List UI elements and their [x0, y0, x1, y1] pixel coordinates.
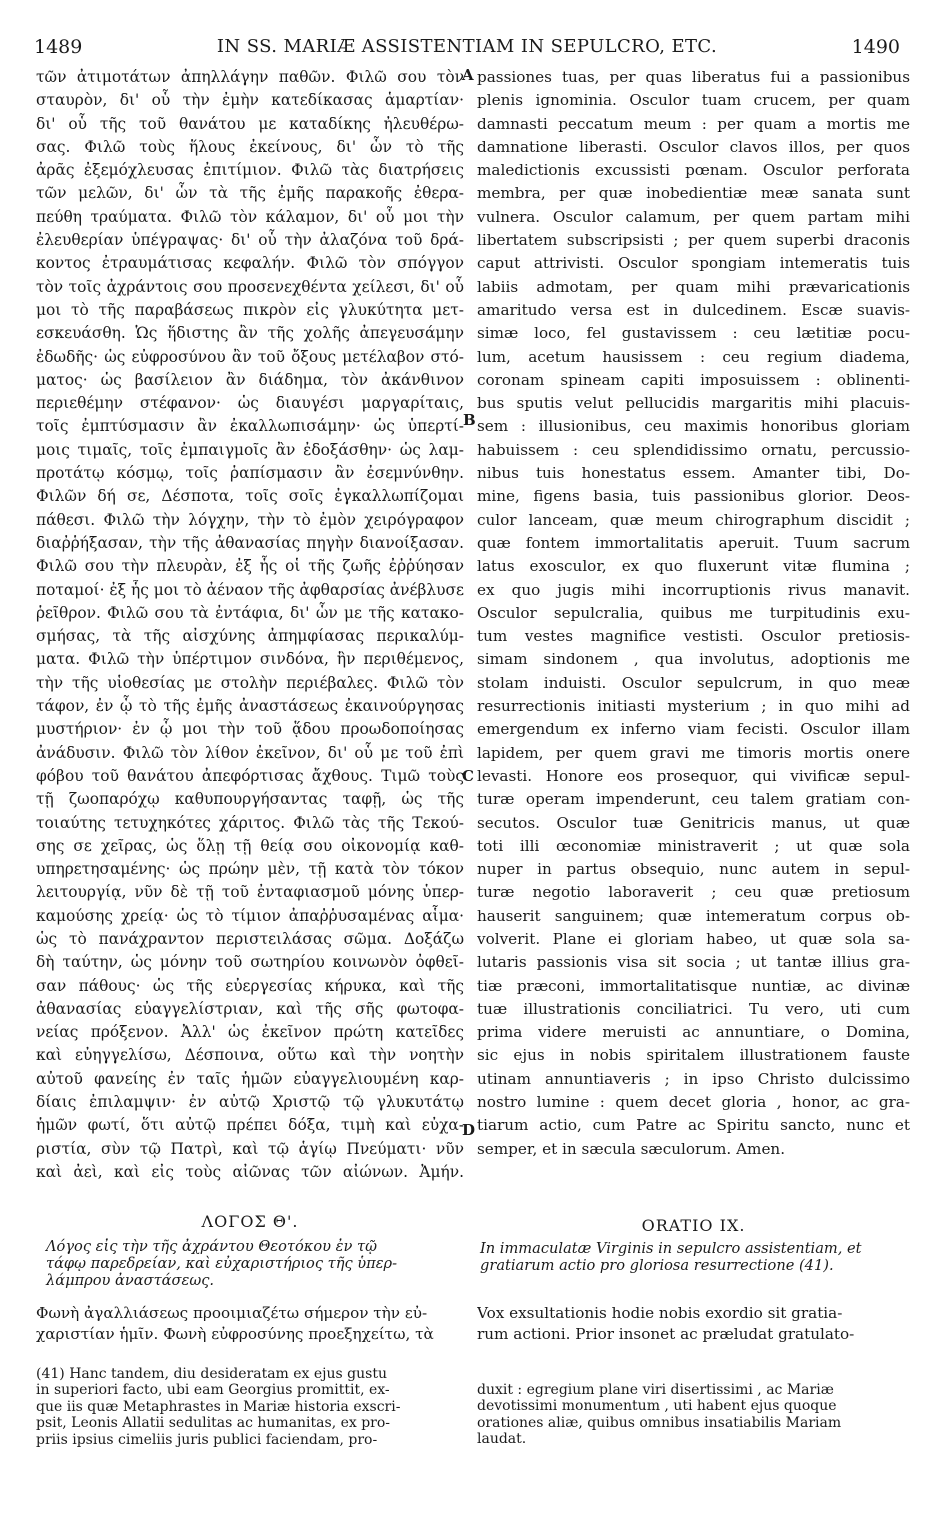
- greek-text-line: καὶ ἀεὶ, καὶ εἰς τοὺς αἰῶνας τῶν αἰώνων. Ἀμήν.: [36, 1162, 464, 1181]
- footnote-line: duxit : egregium plane viri disertissimi , ac Mariæ: [477, 1382, 834, 1398]
- latin-text-line: culor lanceam, quæ meum chirographum discidit ;: [477, 510, 910, 529]
- greek-text-line: ριστία, σὺν τῷ Πατρὶ, καὶ τῷ ἁγίῳ Πνεύματι· νῦν: [36, 1139, 464, 1158]
- latin-section-subtitle: [480, 1240, 910, 1274]
- greek-text-line: υπηρετησαμένης· ὡς πρώην μὲν, τῇ κατὰ τὸν τόκον: [36, 860, 464, 879]
- latin-text-line: toti illi œconomiæ ministraverit ; ut quæ sola: [477, 836, 910, 855]
- greek-text-line: ἐδωδῆς· ὡς εὐφροσύνου ἂν τοῦ ὄξους μετέλαβον στό-: [36, 347, 464, 366]
- latin-column: [477, 66, 910, 1161]
- greek-text-line: πάθεσι. Φιλῶ τὴν λόγχην, τὴν τὸ ἐμὸν χειρόγραφον: [36, 510, 464, 529]
- footnote-line: orationes aliæ, quibus omnibus insatiabilis Mariam: [477, 1414, 842, 1431]
- margin-marker-c: C: [462, 767, 474, 785]
- latin-text-line: damnasti peccatum meum : per quam a mortis me: [477, 114, 910, 133]
- latin-text-line: membra, per quæ inobedientiæ meæ sanata sunt: [477, 184, 910, 203]
- latin-text-line: sem : illusionibus, ceu maximis honoribus gloriam: [477, 417, 910, 436]
- latin-text-line: prima videre meruisti ac annuntiare, o Domina,: [477, 1023, 910, 1042]
- greek-text-line: δὴ ταύτην, ὡς μόνην τοῦ σωτηρίου κοινωνὸν ὀφθεῖ-: [36, 953, 464, 972]
- latin-text-line: emergendum ex inferno viam fecisti. Osculor illam: [477, 720, 910, 739]
- latin-text-line: nibus tuis honestatus essem. Amanter tibi, Do-: [477, 464, 910, 483]
- latin-text-line: simam sindonem , qua involutus, adoptionis me: [477, 650, 910, 669]
- greek-text-line: σμήσας, τὰ τῆς αἰσχύνης ἀπημφίασας περικαλύμ-: [36, 627, 464, 646]
- latin-text-line: semper, et in sæcula sæculorum. Amen.: [477, 1139, 786, 1158]
- latin-text-line: sic ejus in nobis spiritalem illustrationem fauste: [477, 1046, 910, 1065]
- latin-text-line: ex quo jugis mihi incorruptionis rivus manavit.: [477, 580, 910, 599]
- latin-text-line: habuissem : ceu splendidissimo ornatu, percussio-: [477, 440, 910, 459]
- greek-text-line: φόβου τοῦ θανάτου ἀπεφόρτισας ἄχθους. Τιμῶ τοὺς: [36, 766, 464, 785]
- footnote-line: in superiori facto, ubi eam Georgius promittit, ex-: [36, 1382, 390, 1399]
- footnote-line: laudat.: [477, 1431, 527, 1448]
- greek-text-line: σαν πάθους· ὡς τῆς εὐεργεσίας κήρυκα, καὶ τῆς: [36, 976, 464, 995]
- greek-text-line: ποταμοί· ἐξ ἧς μοι τὸ ἀέναον τῆς ἀφθαρσίας ἀνέβλυσε: [36, 580, 464, 599]
- greek-text-line: περιεθέμην στέφανον· ὡς διαυγέσι μαργαρίταις,: [36, 394, 464, 413]
- latin-text-line: tiæ præconi, immortalitatisque nuntiæ, ac divinæ: [477, 976, 910, 995]
- footnote-line: (41) Hanc tandem, diu desideratam ex ejus gustu: [36, 1366, 387, 1382]
- greek-intro-line: χαριστίαν ἡμῖν. Φωνὴ εὐφροσύνης προεξηχείτω, τὰ: [36, 1325, 434, 1343]
- latin-text-line: caput attrivisti. Osculor spongiam intemeratis tuis: [477, 254, 910, 273]
- latin-text-line: vulnera. Osculor calamum, per quem partam mihi: [477, 207, 910, 226]
- greek-text-line: τῶν μελῶν, δι' ὧν τὰ τῆς ἐμῆς παρακοῆς ἐθερα-: [36, 184, 464, 203]
- greek-text-line: τοιαύτης τετυχηκότες χάριτος. Φιλῶ τὰς τῆς Τεκού-: [36, 813, 464, 832]
- greek-text-line: δίαις ἐπιλαμψιν· ἐν αὐτῷ Χριστῷ τῷ γλυκυτάτῳ: [36, 1093, 464, 1112]
- latin-text-line: tiarum actio, cum Patre ac Spiritu sancto, nunc et: [477, 1116, 910, 1135]
- greek-section-heading: ΛΟΓΟΣ Θ'.: [201, 1212, 299, 1231]
- latin-subtitle-line: gratiarum actio pro gloriosa resurrectione (41).: [480, 1257, 834, 1274]
- footnote-line: psit, Leonis Allatii sedulitas ac humanitas, ex pro-: [36, 1415, 391, 1432]
- running-header: [34, 36, 900, 62]
- latin-text-line: tum vestes magnifice vestisti. Osculor pretiosis-: [477, 627, 910, 646]
- footnote-line: devotissimi monumentum , uti habent ejus quoque: [477, 1398, 837, 1415]
- latin-text-line: volverit. Plane ei gloriam habeo, ut quæ sola sa-: [477, 929, 910, 948]
- page-number-right: 1490: [851, 36, 900, 58]
- greek-text-line: μοι τὸ τῆς παραβάσεως πικρὸν εἰς γλυκύτητα μετ-: [36, 300, 464, 319]
- greek-column: [36, 66, 464, 1184]
- greek-text-line: σης σε χεῖρας, ὡς ὅλῃ τῇ θείᾳ σου οἰκονομίᾳ καθ-: [36, 836, 464, 855]
- latin-text-line: turæ operam impenderunt, ceu talem gratiam con-: [477, 790, 910, 809]
- latin-text-line: nostro lumine : quem decet gloria , honor, ac gra-: [477, 1093, 910, 1112]
- greek-text-line: ματα. Φιλῶ τὴν ὑπέρτιμον σινδόνα, ἣν περιθέμενος,: [36, 650, 464, 669]
- greek-text-line: καμούσης χρείᾳ· ὡς τὸ τίμιον ἀπαῤῥυσαμένας αἷμα·: [36, 906, 464, 925]
- margin-marker-a: A: [462, 66, 474, 84]
- latin-text-line: tuæ illustrationis conciliatrici. Tu vero, uti cum: [477, 999, 910, 1018]
- greek-text-line: τῶν ἀτιμοτάτων ἀπηλλάγην παθῶν. Φιλῶ σου τὸν: [36, 68, 464, 86]
- greek-text-line: ἀθανασίας εὐαγγελίστριαν, καὶ τῆς σῆς φωτοφα-: [36, 999, 464, 1018]
- greek-subtitle-line: λάμπρου ἀναστάσεως.: [46, 1272, 215, 1289]
- latin-intro-line: Vox exsultationis hodie nobis exordio sit gratia-: [477, 1304, 843, 1322]
- greek-section-subtitle: [46, 1238, 466, 1289]
- latin-text-line: amaritudo versa est in dulcedinem. Escæ suavis-: [477, 300, 910, 319]
- margin-marker-d: D: [462, 1121, 476, 1139]
- latin-text-line: nuper in partus obsequio, nunc autem in sepul-: [477, 860, 910, 879]
- latin-text-line: mine, figens basia, tuis passionibus glorior. Deos-: [477, 487, 910, 506]
- latin-text-line: plenis ignominia. Osculor tuam crucem, per quam: [477, 91, 910, 110]
- greek-text-line: τὸν τοῖς ἀχράντοις σου προσενεχθέντα χείλεσι, δι' οὗ: [36, 277, 464, 296]
- latin-text-line: libertatem subscripsisti ; per quem superbi draconis: [477, 231, 910, 250]
- greek-text-line: τάφον, ἐν ᾧ τὸ τῆς ἐμῆς ἀναστάσεως ἐκαινούργησας: [36, 697, 464, 716]
- latin-text-line: simæ loco, fel gustavissem : ceu lætitiæ pocu-: [477, 324, 910, 343]
- latin-intro-line: rum actioni. Prior insonet ac præludat gratulato-: [477, 1325, 855, 1343]
- greek-text-line: πεύθη τραύματα. Φιλῶ τὸν κάλαμον, δι' οὗ μοι τὴν: [36, 207, 464, 226]
- greek-text-line: δι' οὗ τῆς τοῦ θανάτου με καταδίκης ἠλευθέρω-: [36, 114, 464, 133]
- latin-text-line: hauserit sanguinem; quæ intemeratum corpus ob-: [477, 906, 910, 925]
- latin-text-line: latus exosculor, ex quo fluxerunt vitæ flumina ;: [477, 557, 910, 576]
- latin-text-line: levasti. Honore eos prosequor, qui vivificæ sepul-: [477, 766, 910, 785]
- greek-text-line: κοντος ἐτραυμάτισας κεφαλήν. Φιλῶ τὸν σπόγγον: [36, 254, 464, 273]
- greek-text-line: μυστήριον· ἐν ᾧ μοι τὴν τοῦ ᾅδου προωδοποίησας: [36, 720, 464, 739]
- greek-text-line: τῇ ζωοπαρόχῳ καθυπουργήσαντας ταφῇ, ὡς τῆς: [36, 790, 464, 809]
- latin-text-line: lutaris passionis visa sit socia ; ut tantæ illius gra-: [477, 953, 910, 972]
- greek-text-line: τοῖς ἐμπτύσμασιν ἂν ἐκαλλωπισάμην· ὡς ὑπερτί-: [36, 417, 464, 436]
- latin-text-line: quæ fontem immortalitatis aperuit. Tuum sacrum: [477, 533, 910, 552]
- greek-text-line: Φιλῶν δή σε, Δέσποτα, τοῖς σοῖς ἐγκαλλωπίζομαι: [36, 487, 464, 506]
- greek-text-line: εσκευάσθη. Ὡς ἥδιστης ἂν τῆς χολῆς ἀπεγευσάμην: [36, 324, 464, 343]
- greek-text-line: ἡμῶν φωτί, ὅτι αὐτῷ πρέπει δόξα, τιμὴ καὶ εὐχα-: [36, 1116, 464, 1135]
- latin-section-heading: ORATIO IX.: [641, 1216, 746, 1235]
- greek-subtitle-line: τάφῳ παρεδρείαν, καὶ εὐχαριστήριος τῆς ὑπερ-: [46, 1255, 398, 1272]
- footnote-41-right: [477, 1382, 910, 1448]
- greek-text-line: σταυρὸν, δι' οὗ τὴν ἐμὴν κατεδίκασας ἁμαρτίαν·: [36, 91, 464, 110]
- latin-subtitle-line: In immaculatæ Virginis in sepulcro assistentiam, et: [480, 1240, 862, 1257]
- greek-text-line: ματος· ὡς βασίλειον ἂν διάδημα, τὸν ἀκάνθινον: [36, 370, 464, 389]
- page-number-left: 1489: [34, 36, 83, 58]
- latin-intro-paragraph: [477, 1303, 910, 1345]
- greek-text-line: αὐτοῦ φανείης ἐν ταῖς ἡμῶν εὐαγγελιουμένη καρ-: [36, 1069, 464, 1088]
- latin-text-line: Osculor sepulcralia, quibus me turpitudinis exu-: [477, 603, 910, 622]
- greek-intro-line: Φωνὴ ἀγαλλιάσεως προοιμιαζέτω σήμερον τὴν εὐ-: [36, 1304, 428, 1322]
- greek-text-line: νείας πρόξενον. Ἀλλ' ὡς ἐκεῖνον πρώτη κατεῖδες: [36, 1023, 464, 1042]
- latin-text-line: lum, acetum hausissem : ceu regium diadema,: [477, 347, 910, 366]
- latin-text-line: maledictionis excussisti pœnam. Osculor perforata: [477, 161, 910, 180]
- running-title: IN SS. MARIÆ ASSISTENTIAM IN SEPULCRO, ETC.: [216, 36, 718, 57]
- latin-text-line: damnatione liberasti. Osculor clavos illos, per quos: [477, 137, 910, 156]
- greek-text-line: ἀνάδυσιν. Φιλῶ τὸν λίθον ἐκεῖνον, δι' οὗ με τοῦ ἐπὶ: [36, 743, 464, 762]
- latin-text-line: utinam annuntiaveris ; in ipso Christo dulcissimo: [477, 1069, 910, 1088]
- footnote-line: que iis quæ Metaphrastes in Mariæ historia exscri-: [36, 1398, 401, 1415]
- greek-text-line: Φιλῶ σου τὴν πλευρὰν, ἐξ ἧς οἱ τῆς ζωῆς ἐῤῥύησαν: [36, 557, 464, 576]
- latin-text-line: lapidem, per quem gravi me timoris mortis onere: [477, 743, 910, 762]
- greek-text-line: λειτουργίᾳ, νῦν δὲ τῇ τοῦ ἐνταφιασμοῦ μόνης ὑπερ-: [36, 883, 464, 902]
- greek-text-line: σας. Φιλῶ τοὺς ἥλους ἐκείνους, δι' ὧν τὸ τῆς: [36, 137, 464, 156]
- footnote-41-left: [36, 1366, 464, 1448]
- greek-intro-paragraph: [36, 1303, 464, 1345]
- greek-text-line: ἐλευθερίαν ὑπέγραψας· δι' οὗ τὴν ἀλαζόνα τοῦ δρά-: [36, 231, 464, 250]
- margin-marker-b: B: [463, 411, 476, 429]
- latin-text-line: labiis admotam, per quam mihi prævaricationis: [477, 277, 910, 296]
- latin-text-line: resurrectionis initiasti mysterium ; in quo mihi ad: [477, 697, 910, 716]
- greek-text-line: προτάτῳ κόσμῳ, τοῖς ῥαπίσμασιν ἂν ἐσεμνύνθην.: [36, 464, 464, 483]
- latin-text-line: turæ negotio laboraverit ; ceu quæ pretiosum: [477, 883, 910, 902]
- greek-text-line: ὡς τὸ πανάχραντον περιστειλάσας σῶμα. Δοξάζω: [36, 929, 464, 948]
- latin-text-line: passiones tuas, per quas liberatus fui a passionibus: [477, 68, 910, 86]
- greek-text-line: ἀρᾶς ἐξεμόχλευσας ἐπιτίμιον. Φιλῶ τὰς διατρήσεις: [36, 161, 464, 180]
- latin-text-line: bus sputis velut pellucidis margaritis mihi placuis-: [477, 394, 910, 413]
- greek-text-line: τὴν τῆς υἱοθεσίας με στολὴν περιέβαλες. Φιλῶ τὸν: [36, 673, 464, 692]
- latin-text-line: coronam spineam capiti imposuissem : oblinenti-: [477, 370, 910, 389]
- footnote-line: priis ipsius cimeliis juris publici faciendam, pro-: [36, 1431, 378, 1448]
- latin-text-line: stolam induisti. Osculor sepulcrum, in quo meæ: [477, 673, 910, 692]
- greek-text-line: διαῤῥήξασαν, τὴν τῆς ἀθανασίας πηγὴν διανοίξασαν.: [36, 533, 464, 552]
- greek-text-line: καὶ εὐηγγελίσω, Δέσποινα, οὕτω καὶ τὴν νοητὴν: [36, 1046, 464, 1065]
- greek-text-line: μοις τιμαῖς, τοῖς ἐμπαιγμοῖς ἂν ἐδοξάσθην· ὡς λαμ-: [36, 440, 464, 459]
- latin-text-line: secutos. Osculor tuæ Genitricis manus, ut quæ: [477, 813, 910, 832]
- greek-text-line: ῥεῖθρον. Φιλῶ σου τὰ ἐντάφια, δι' ὧν με τῆς κατακο-: [36, 603, 464, 622]
- greek-subtitle-line: Λόγος εἰς τὴν τῆς ἀχράντου Θεοτόκου ἐν τῷ: [46, 1238, 377, 1255]
